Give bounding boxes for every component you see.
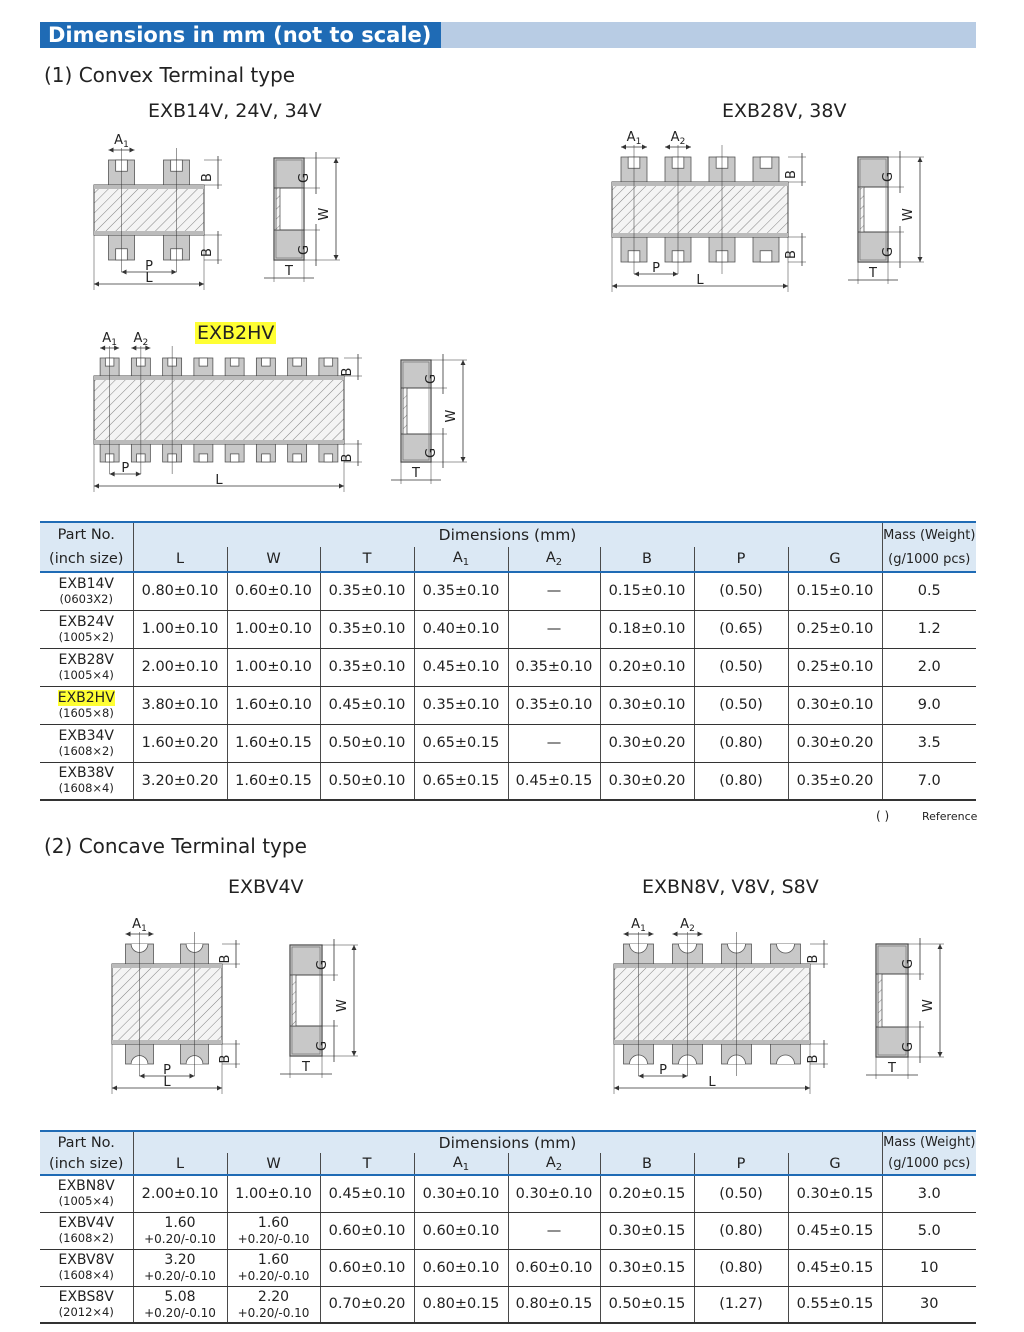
label-l: L (145, 271, 153, 286)
cell-g: 0.45±0.15 (788, 1212, 882, 1249)
cell-g: 0.30±0.10 (788, 686, 882, 724)
cell-l: 3.20±0.20 (133, 762, 227, 800)
cell-t: 0.60±0.10 (320, 1212, 414, 1249)
label-b: B (806, 1054, 821, 1064)
part-number: EXB28V (58, 651, 114, 668)
cell-a2: — (508, 724, 600, 762)
col-l: L (133, 547, 227, 572)
inch-size: (1608×4) (58, 781, 114, 796)
resistor-body (94, 185, 204, 235)
header-inch-size: (inch size) (40, 1153, 133, 1175)
electrode-strip (614, 1040, 810, 1044)
cell-a1: 0.45±0.10 (414, 648, 508, 686)
cell-b: 0.18±0.10 (600, 610, 694, 648)
section2-title: (2) Concave Terminal type (44, 834, 307, 858)
cell-p: (0.50) (694, 648, 788, 686)
convex-notch (293, 454, 302, 462)
value-nominal: 1.60 (164, 1215, 196, 1231)
electrode-strip (94, 185, 204, 189)
label-a1: $A_1$ (631, 917, 646, 934)
component-top-view (112, 944, 222, 1064)
cell-a2: 0.60±0.10 (508, 1249, 600, 1286)
value-tolerance: +0.20/-0.10 (144, 1232, 216, 1246)
label-w: W (444, 409, 459, 423)
cell-mass: 10 (882, 1249, 976, 1286)
cell-a2: — (508, 1212, 600, 1249)
model-label-exb2hv: EXB2HV (197, 322, 275, 344)
table-row (40, 1212, 976, 1249)
header-inch-size: (inch size) (40, 547, 133, 572)
value-nominal: 3.20 (164, 1252, 196, 1268)
col-p: P (694, 1153, 788, 1175)
cell-g: 0.35±0.20 (788, 762, 882, 800)
label-p: P (659, 1063, 667, 1078)
part-cell (40, 610, 133, 648)
value-tolerance: +0.20/-0.10 (237, 1232, 310, 1246)
label-a1: $A_1$ (132, 917, 147, 934)
value-tolerance: +0.20/-0.10 (237, 1305, 310, 1320)
convex-notch (760, 251, 772, 262)
inch-size: (2012×4) (58, 1304, 114, 1319)
label-t: T (302, 1060, 310, 1075)
inch-size: (1605×8) (58, 705, 114, 720)
cell-a1: 0.65±0.15 (414, 762, 508, 800)
model-label-exbv4v: EXBV4V (228, 876, 304, 898)
cell-a2: 0.45±0.15 (508, 762, 600, 800)
label-w: W (921, 999, 936, 1012)
value-nominal: 1.60 (257, 1252, 290, 1268)
header-mass: Mass (Weight) (882, 522, 976, 547)
cell-g: 0.55±0.15 (788, 1286, 882, 1323)
label-b: B (340, 367, 355, 377)
side-resistor-layer (276, 188, 280, 230)
value-nominal: 1.60 (257, 1215, 290, 1231)
part-cell (40, 1212, 133, 1249)
cell-g: 0.25±0.10 (788, 648, 882, 686)
cell-w (227, 1212, 320, 1249)
cell-g: 0.25±0.10 (788, 610, 882, 648)
cell-a1: 0.30±0.10 (414, 1175, 508, 1212)
cell-b: 0.50±0.15 (600, 1286, 694, 1323)
component-top-view (94, 160, 204, 260)
cell-b: 0.30±0.20 (600, 724, 694, 762)
page-title: Dimensions in mm (not to scale) (40, 22, 441, 48)
cell-p: (0.50) (694, 572, 788, 610)
header-mass-unit: (g/1000 pcs) (882, 1153, 976, 1175)
table-row (40, 724, 976, 762)
cell-p: (0.80) (694, 762, 788, 800)
electrode-strip (112, 964, 222, 968)
label-w: W (901, 208, 916, 221)
label-g: G (901, 1041, 916, 1053)
label-l: L (696, 273, 704, 288)
value-nominal: 2.20 (257, 1288, 290, 1305)
cell-g: 0.30±0.20 (788, 724, 882, 762)
convex-notch (199, 358, 208, 366)
convex-notch (262, 454, 271, 462)
cell-t: 0.35±0.10 (320, 610, 414, 648)
cell-t: 0.50±0.10 (320, 762, 414, 800)
inch-size: (0603X2) (59, 591, 113, 606)
label-p: P (121, 461, 130, 476)
cell-l: 1.00±0.10 (133, 610, 227, 648)
header-dimensions: Dimensions (mm) (133, 1131, 882, 1153)
cell-l (133, 1249, 227, 1286)
cell-mass: 3.5 (882, 724, 976, 762)
cell-p: (1.27) (694, 1286, 788, 1323)
col-g: G (788, 547, 882, 572)
cell-b: 0.30±0.20 (600, 762, 694, 800)
cell-p: (0.80) (694, 724, 788, 762)
convex-notch (262, 358, 271, 366)
electrode-strip (94, 440, 344, 444)
side-resistor-layer (292, 975, 296, 1026)
model-label-exb28v: EXB28V, 38V (722, 100, 847, 122)
convex-notch (199, 454, 208, 462)
cell-mass: 7.0 (882, 762, 976, 800)
side-resistor-layer (403, 388, 407, 434)
convex-notch (230, 454, 239, 462)
label-p: P (145, 259, 153, 274)
label-g: G (424, 447, 439, 459)
part-number: EXB38V (58, 765, 114, 782)
table-row (40, 572, 976, 610)
part-number: EXBS8V (58, 1288, 114, 1305)
cell-p: (0.65) (694, 610, 788, 648)
label-g: G (424, 373, 439, 385)
label-p: P (163, 1063, 171, 1078)
cell-t: 0.60±0.10 (320, 1249, 414, 1286)
part-number: EXB2HV (57, 689, 115, 706)
col-t: T (320, 1153, 414, 1175)
inch-size: (1608×2) (58, 743, 114, 758)
col-a1: $A_1$ (414, 1153, 508, 1175)
cell-g: 0.15±0.10 (788, 572, 882, 610)
label-b: B (200, 248, 215, 257)
cell-l (133, 1212, 227, 1249)
electrode-strip (94, 376, 344, 380)
label-b: B (340, 453, 355, 463)
label-b: B (218, 954, 233, 964)
label-a1: $A_1$ (114, 133, 129, 150)
label-g: G (315, 959, 330, 971)
label-a2: $A_2$ (680, 917, 695, 934)
cell-t: 0.45±0.10 (320, 1175, 414, 1212)
cell-a2: 0.30±0.10 (508, 1175, 600, 1212)
cell-w: 0.60±0.10 (227, 572, 320, 610)
cell-w: 1.00±0.10 (227, 610, 320, 648)
side-resistor-layer (878, 974, 882, 1027)
resistor-body (94, 376, 344, 444)
reference-note: Reference (922, 810, 978, 823)
label-g: G (901, 958, 916, 970)
electrode-strip (614, 964, 810, 968)
electrode-strip (112, 1040, 222, 1044)
cell-p: (0.80) (694, 1249, 788, 1286)
part-number: EXB14V (58, 575, 114, 592)
col-a2: $A_2$ (508, 547, 600, 572)
cell-w: 1.60±0.15 (227, 762, 320, 800)
cell-b: 0.30±0.15 (600, 1249, 694, 1286)
table-row (40, 1286, 976, 1323)
cell-b: 0.30±0.15 (600, 1212, 694, 1249)
cell-w (227, 1249, 320, 1286)
value-nominal: 5.08 (164, 1288, 196, 1305)
label-b: B (218, 1054, 233, 1064)
convex-notch (230, 358, 239, 366)
section1-title: (1) Convex Terminal type (44, 63, 296, 87)
cell-a2: 0.35±0.10 (508, 686, 600, 724)
header-dimensions: Dimensions (mm) (133, 522, 882, 547)
value-tolerance: +0.20/-0.10 (237, 1269, 310, 1283)
inch-size: (1005×2) (58, 629, 114, 644)
side-resistor-layer (860, 187, 864, 232)
cell-l: 0.80±0.10 (133, 572, 227, 610)
part-cell (40, 724, 133, 762)
cell-t: 0.35±0.10 (320, 648, 414, 686)
part-number: EXB34V (58, 727, 114, 744)
cell-a1: 0.80±0.15 (414, 1286, 508, 1323)
col-b: B (600, 547, 694, 572)
table-row (40, 762, 976, 800)
part-cell (40, 648, 133, 686)
cell-t: 0.45±0.10 (320, 686, 414, 724)
label-a2: $A_2$ (133, 331, 149, 348)
cell-t: 0.50±0.10 (320, 724, 414, 762)
cell-mass: 9.0 (882, 686, 976, 724)
header-mass: Mass (Weight) (882, 1131, 976, 1153)
cell-b: 0.30±0.10 (600, 686, 694, 724)
cell-a1: 0.35±0.10 (414, 686, 508, 724)
part-cell (40, 1286, 133, 1323)
component-top-view (612, 157, 788, 262)
label-g: G (881, 246, 896, 258)
convex-notch (324, 358, 333, 366)
resistor-body (612, 182, 788, 237)
cell-mass: 3.0 (882, 1175, 976, 1212)
label-t: T (285, 264, 293, 279)
label-t: T (888, 1061, 896, 1076)
electrode-strip (612, 233, 788, 237)
cell-b: 0.20±0.15 (600, 1175, 694, 1212)
cell-g: 0.45±0.15 (788, 1249, 882, 1286)
convex-notch (760, 157, 772, 168)
cell-a1: 0.40±0.10 (414, 610, 508, 648)
resistor-body (112, 964, 222, 1044)
cell-a1: 0.35±0.10 (414, 572, 508, 610)
label-g: G (881, 171, 896, 183)
inch-size: (1005×4) (58, 667, 114, 682)
label-t: T (869, 266, 877, 281)
col-a1: $A_1$ (414, 547, 508, 572)
label-p: P (652, 261, 660, 276)
inch-size: (1005×4) (58, 1194, 114, 1209)
table-row (40, 1249, 976, 1286)
inch-size: (1608×2) (58, 1231, 114, 1245)
table-row (40, 686, 976, 724)
cell-b: 0.20±0.10 (600, 648, 694, 686)
col-w: W (227, 1153, 320, 1175)
col-a2: $A_2$ (508, 1153, 600, 1175)
resistor-body (614, 964, 810, 1044)
table-row (40, 610, 976, 648)
col-b: B (600, 1153, 694, 1175)
col-w: W (227, 547, 320, 572)
cell-a2: — (508, 572, 600, 610)
cell-t: 0.35±0.10 (320, 572, 414, 610)
label-t: T (412, 466, 420, 481)
cell-l (133, 1286, 227, 1323)
header-part-no: Part No. (40, 522, 133, 547)
col-g: G (788, 1153, 882, 1175)
cell-mass: 1.2 (882, 610, 976, 648)
label-a1: $A_1$ (102, 331, 117, 348)
label-l: L (708, 1075, 716, 1090)
col-t: T (320, 547, 414, 572)
label-g: G (297, 172, 312, 184)
cell-a1: 0.65±0.15 (414, 724, 508, 762)
cell-a1: 0.60±0.10 (414, 1212, 508, 1249)
electrode-strip (94, 231, 204, 235)
label-b: B (784, 250, 799, 259)
label-l: L (163, 1075, 171, 1090)
label-b: B (784, 170, 799, 179)
part-cell (40, 1249, 133, 1286)
part-cell (40, 572, 133, 610)
label-b: B (200, 173, 215, 182)
cell-l: 3.80±0.10 (133, 686, 227, 724)
cell-mass: 5.0 (882, 1212, 976, 1249)
component-top-view (614, 944, 810, 1064)
cell-p: (0.50) (694, 686, 788, 724)
inch-size: (1608×4) (58, 1268, 114, 1282)
reference-paren: ( ) (876, 809, 890, 823)
part-number: EXBN8V (57, 1178, 115, 1195)
part-number: EXBV8V (58, 1252, 115, 1268)
cell-mass: 0.5 (882, 572, 976, 610)
model-label-exb14v: EXB14V, 24V, 34V (148, 100, 322, 122)
cell-b: 0.15±0.10 (600, 572, 694, 610)
table-row (40, 648, 976, 686)
convex-notch (293, 358, 302, 366)
part-number: EXB24V (58, 613, 114, 630)
cell-w (227, 1286, 320, 1323)
col-p: P (694, 547, 788, 572)
label-w: W (317, 207, 332, 221)
convex-notch (324, 454, 333, 462)
spec-table-convex (40, 521, 976, 801)
electrode-strip (612, 182, 788, 186)
cell-a1: 0.60±0.10 (414, 1249, 508, 1286)
cell-mass: 2.0 (882, 648, 976, 686)
label-l: L (215, 473, 223, 488)
cell-w: 1.00±0.10 (227, 1175, 320, 1212)
cell-l: 1.60±0.20 (133, 724, 227, 762)
cell-p: (0.80) (694, 1212, 788, 1249)
label-b: B (806, 954, 821, 964)
part-number: EXBV4V (58, 1215, 115, 1231)
col-l: L (133, 1153, 227, 1175)
cell-a2: 0.80±0.15 (508, 1286, 600, 1323)
label-a1: $A_1$ (626, 130, 642, 147)
header-part-no: Part No. (40, 1131, 133, 1153)
cell-w: 1.60±0.15 (227, 724, 320, 762)
cell-w: 1.00±0.10 (227, 648, 320, 686)
cell-t: 0.70±0.20 (320, 1286, 414, 1323)
model-label-exbn8v: EXBN8V, V8V, S8V (642, 876, 819, 898)
component-top-view (94, 358, 344, 462)
part-cell (40, 1175, 133, 1212)
cell-w: 1.60±0.10 (227, 686, 320, 724)
cell-a2: 0.35±0.10 (508, 648, 600, 686)
cell-p: (0.50) (694, 1175, 788, 1212)
value-tolerance: +0.20/-0.10 (144, 1305, 216, 1320)
table-row (40, 1175, 976, 1212)
cell-g: 0.30±0.15 (788, 1175, 882, 1212)
value-tolerance: +0.20/-0.10 (144, 1269, 216, 1283)
header-mass-unit: (g/1000 pcs) (882, 547, 976, 572)
label-w: W (335, 999, 350, 1012)
part-cell (40, 762, 133, 800)
cell-mass: 30 (882, 1286, 976, 1323)
part-cell (40, 686, 133, 724)
cell-l: 2.00±0.10 (133, 648, 227, 686)
label-g: G (297, 244, 312, 256)
label-a2: $A_2$ (670, 130, 686, 147)
cell-l: 2.00±0.10 (133, 1175, 227, 1212)
label-g: G (315, 1040, 330, 1052)
cell-a2: — (508, 610, 600, 648)
spec-table-concave (40, 1130, 976, 1324)
